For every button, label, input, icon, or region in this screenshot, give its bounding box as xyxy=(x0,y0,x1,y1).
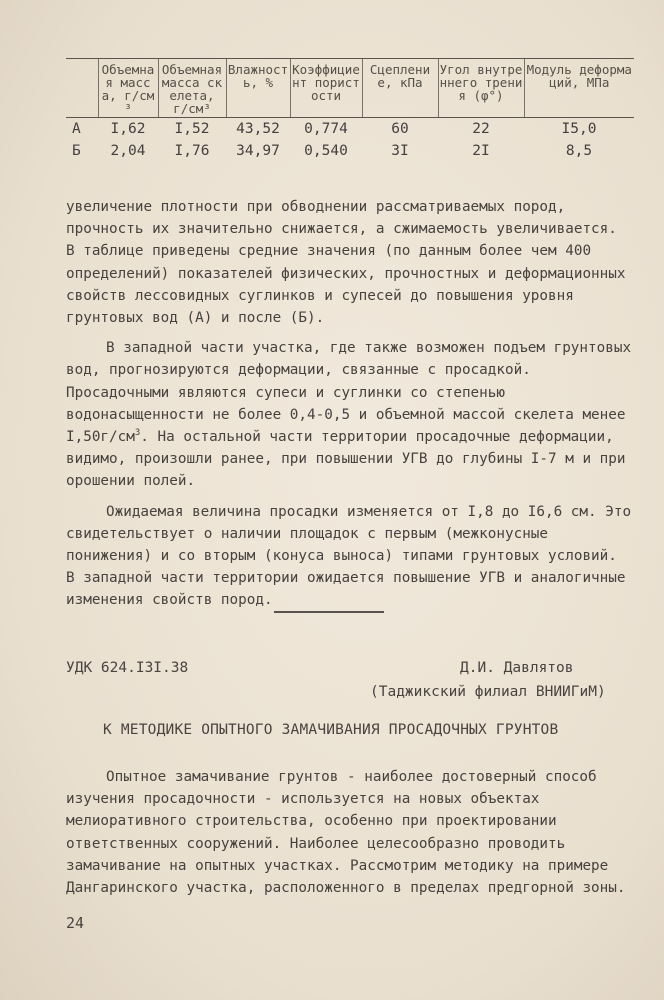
table-cell: 34,97 xyxy=(236,143,280,159)
author-name: Д.И. Давлятов xyxy=(460,660,574,676)
body-text-block-1 xyxy=(66,196,634,612)
table-cell: I,62 xyxy=(110,121,146,137)
table-cell: I,76 xyxy=(174,143,210,159)
article-body xyxy=(66,766,634,899)
table-header-cell xyxy=(66,59,98,117)
udk-code: УДК 624.I3I.38 xyxy=(66,660,189,676)
table-header-cell: Сцепление, кПа xyxy=(362,59,438,117)
table-cell: I5,0 xyxy=(561,121,597,137)
table-cell: 43,52 xyxy=(236,121,280,137)
table-cell: 2,04 xyxy=(110,143,146,159)
table-header-cell: Влажность, % xyxy=(226,59,290,117)
section-divider xyxy=(274,611,384,613)
properties-table xyxy=(66,58,634,162)
table-cell: 22 xyxy=(472,121,490,137)
table-header-cell: Коэффициент пористости xyxy=(290,59,362,117)
table-header-cell: Угол внутреннего трения (φ°) xyxy=(438,59,524,117)
table-cell: 0,540 xyxy=(304,143,348,159)
table-cell: А xyxy=(72,121,81,137)
author-affiliation: (Таджикский филиал ВНИИГиМ) xyxy=(370,684,606,700)
table-cell: I,52 xyxy=(174,121,210,137)
table-cell: 8,5 xyxy=(565,143,593,159)
paragraph: Ожидаемая величина просадки изменяется от I,8 до I6,6 см. Это свидетельствует о наличии площадок с первым (межконусные понижения) и со вторым (конуса выноса) типами грунтовых условий. В западной части территории ожидается повышение УГВ и аналогичные изменения свойств пород. xyxy=(66,503,632,609)
table-row xyxy=(66,118,634,140)
table-cell: 0,774 xyxy=(304,121,348,137)
table-header-cell: Объемная масса скелета, г/см³ xyxy=(158,59,226,117)
paragraph: Опытное замачивание грунтов - наиболее достоверный способ изучения просадочности - используется на новых объектах мелиоративного строительства, особенно при проектировании ответственных сооружений. Наиболее целесообразно проводить замачивание на опытных участках. Рассмотрим методику на примере Дангаринского участка, расположенного в пределах предгорной зоны. xyxy=(66,769,626,897)
table-cell: 3I xyxy=(391,143,409,159)
table-header-row xyxy=(66,59,634,117)
table-header-cell: Модуль деформаций, МПа xyxy=(524,59,634,117)
page-number: 24 xyxy=(66,914,85,932)
article-title: К МЕТОДИКЕ ОПЫТНОГО ЗАМАЧИВАНИЯ ПРОСАДОЧНЫХ ГРУНТОВ xyxy=(103,722,559,738)
paragraph: увеличение плотности при обводнении рассматриваемых пород, прочность их значительно снижается, а сжимаемость увеличивается. В таблице приведены средние значения (по данным более чем 400 определений) показателей физических, прочностных и деформационных свойств лессовидных суглинков и супесей до повышения уровня грунтовых вод (А) и после (Б). xyxy=(66,199,626,327)
table-cell: 2I xyxy=(472,143,490,159)
table-cell: Б xyxy=(72,143,81,159)
paragraph: В западной части участка, где также возможен подъем грунтовых вод, прогнозируются деформации, связанные с просадкой. Просадочными являются супеси и суглинки со степенью водонасыщенности не более 0,4-0,5 и объемной массой скелета менее $I,50г/см^3$. На остальной части территории просадочные деформации, видимо, произошли ранее, при повышении УГВ до глубины I-7 м и при орошении полей. xyxy=(66,340,632,490)
table-cell: 60 xyxy=(391,121,409,137)
table-row xyxy=(66,140,634,162)
table-header-cell: Объемная масса, г/см³ xyxy=(98,59,158,117)
